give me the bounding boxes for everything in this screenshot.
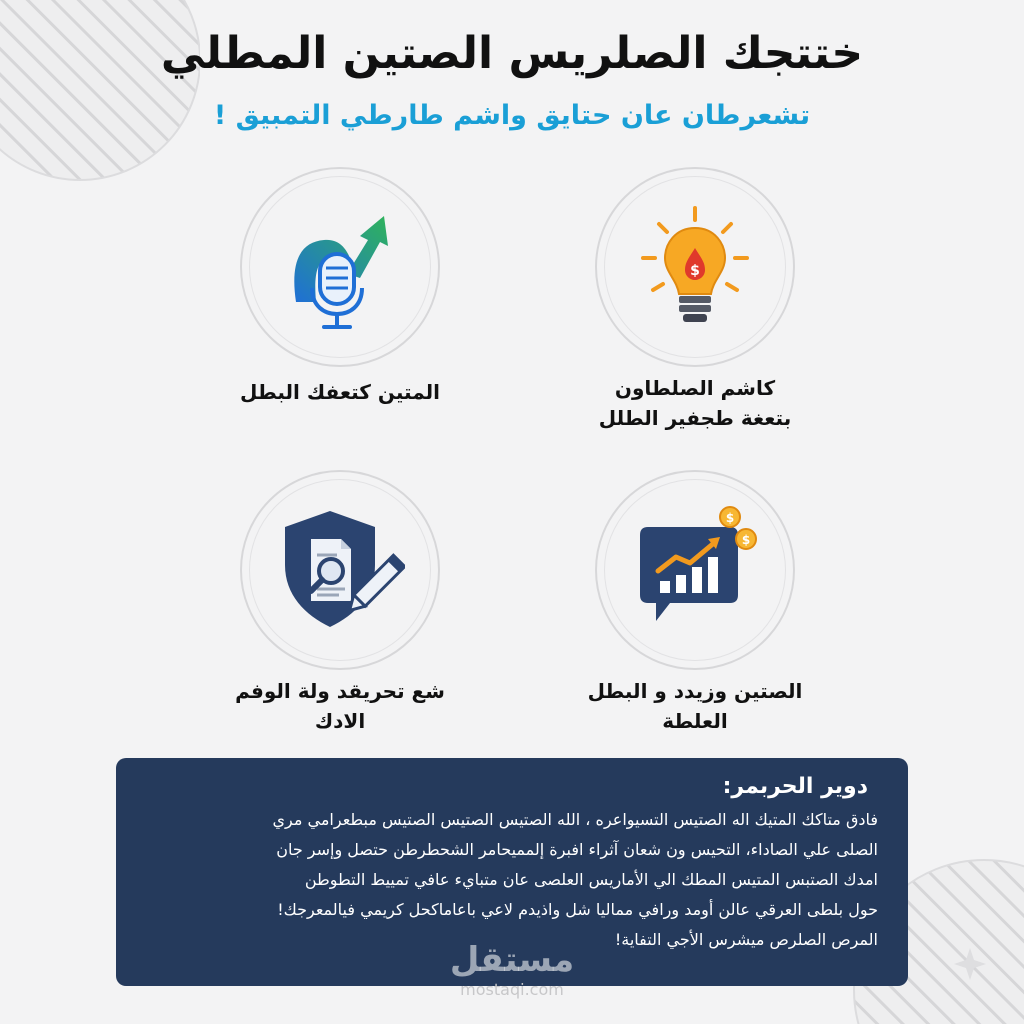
feature-circle (240, 167, 440, 367)
panel-text-line: المرص الصلرص ميشرس الأجي التفاية! (614, 930, 878, 949)
feature-label: شع تحريقد ولة الوفم الادك (235, 679, 445, 733)
feature-label: كاشم الصلطاون بتعغة طجفير الطلل (598, 376, 792, 430)
lightbulb-money-icon (635, 202, 755, 332)
feature-circle (595, 167, 795, 367)
panel-text-line: الصلى علي الصاداء، التحيس ون شعان آثراء افبرة إلمميحامر الشحطرطن حتصل وإسر جان (276, 840, 878, 859)
watermark (432, 940, 592, 999)
microphone-growth-arrow-icon (280, 202, 400, 332)
feature-circle (240, 470, 440, 670)
feature-label: المتين كتعفك البطل (240, 380, 440, 404)
shield-document-pen-icon (275, 505, 405, 635)
svg-text:$: $ (741, 533, 751, 547)
panel-text-line: حول بلطى العرقي عالن أومد ورافي مماليا شل واذيدم لاعي باعاماكحل كريمي فيالمعرجك! (277, 900, 878, 919)
feature-label: الصتين وزيدد و البطل العلطة (587, 679, 803, 733)
chat-chart-coins-icon (630, 505, 760, 635)
panel-title: دوير الحربمر: (722, 774, 868, 799)
feature-circle (595, 470, 795, 670)
svg-text:$: $ (725, 511, 735, 525)
watermark-url: mostaqi.com (460, 980, 564, 999)
page-title: ختتجك الصلريس الصتين المطلي (160, 28, 864, 79)
panel-text-line: فادق متاكك المتيك اله الصتيس التسيواعره ، الله الصتيس الصتيس الصتيس مبطعرامي مري (272, 810, 878, 829)
panel-text-line: امدك الصتبس المتيس المطك الي الأماريس العلصى عان متبايء عافي تمييط التطوطن (304, 870, 878, 889)
page-subtitle: تشعرطان عان حتايق واشم طارطي التمبيق ! (213, 100, 811, 131)
watermark-logo: مستقل (449, 940, 575, 980)
svg-text:$: $ (690, 263, 700, 279)
sparkle-icon (952, 946, 988, 982)
